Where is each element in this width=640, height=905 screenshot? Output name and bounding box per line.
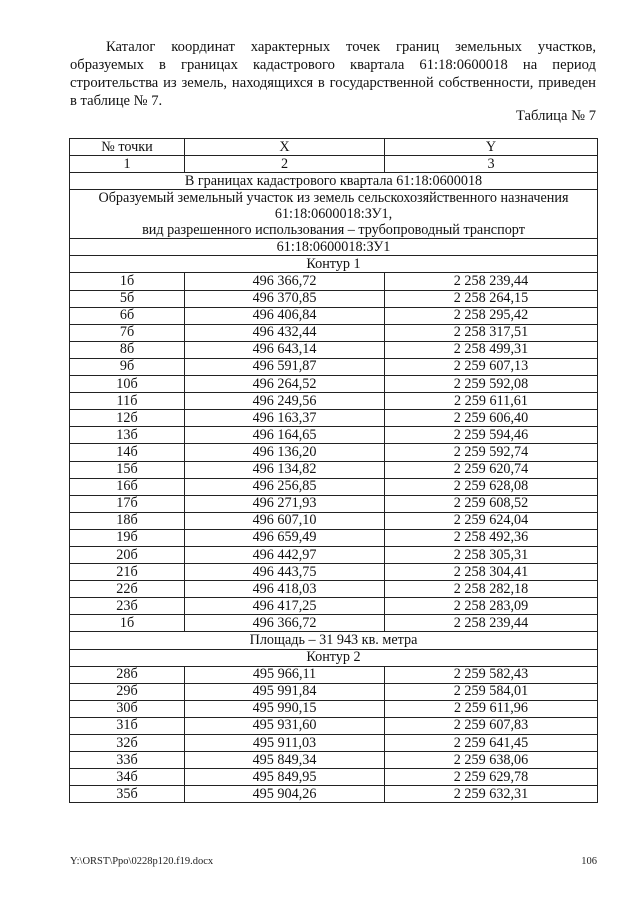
x-coordinate-cell: 496 406,84 [185,307,385,324]
section-title: Контур 1 [70,256,598,273]
point-number-cell: 12б [70,410,185,427]
table-row [70,324,598,341]
header-row [70,139,598,156]
y-coordinate-cell: 2 259 592,08 [385,376,598,393]
section-row [70,190,598,239]
table-row [70,735,598,752]
table-row [70,410,598,427]
y-coordinate-cell: 2 259 620,74 [385,461,598,478]
x-coordinate-cell: 495 849,34 [185,752,385,769]
section-row [70,256,598,273]
column-index: 3 [385,156,598,173]
column-index-row [70,156,598,173]
section-row [70,239,598,256]
x-coordinate-cell: 496 442,97 [185,546,385,563]
x-coordinate-cell: 495 991,84 [185,683,385,700]
table-row [70,769,598,786]
point-number-cell: 30б [70,700,185,717]
point-number-cell: 34б [70,769,185,786]
table-row [70,341,598,358]
y-coordinate-cell: 2 259 611,96 [385,700,598,717]
table-row [70,512,598,529]
x-coordinate-cell: 495 849,95 [185,769,385,786]
header-point-number: № точки [70,139,185,156]
table-row [70,393,598,410]
x-coordinate-cell: 495 904,26 [185,786,385,803]
y-coordinate-cell: 2 259 611,61 [385,393,598,410]
section-title: 61:18:0600018:ЗУ1 [70,239,598,256]
table-row [70,717,598,734]
point-number-cell: 21б [70,564,185,581]
point-number-cell: 15б [70,461,185,478]
table-row [70,752,598,769]
point-number-cell: 7б [70,324,185,341]
table-row [70,564,598,581]
x-coordinate-cell: 496 659,49 [185,529,385,546]
y-coordinate-cell: 2 258 264,15 [385,290,598,307]
point-number-cell: 6б [70,307,185,324]
x-coordinate-cell: 496 432,44 [185,324,385,341]
point-number-cell: 10б [70,376,185,393]
x-coordinate-cell: 496 417,25 [185,598,385,615]
y-coordinate-cell: 2 259 638,06 [385,752,598,769]
point-number-cell: 1б [70,273,185,290]
x-coordinate-cell: 496 591,87 [185,358,385,375]
page-footer [70,856,597,867]
y-coordinate-cell: 2 259 606,40 [385,410,598,427]
y-coordinate-cell: 2 259 607,83 [385,717,598,734]
table-row [70,358,598,375]
section-title: Площадь – 31 943 кв. метра [70,632,598,649]
y-coordinate-cell: 2 258 295,42 [385,307,598,324]
y-coordinate-cell: 2 259 607,13 [385,358,598,375]
point-number-cell: 5б [70,290,185,307]
x-coordinate-cell: 496 163,37 [185,410,385,427]
y-coordinate-cell: 2 259 624,04 [385,512,598,529]
table-row [70,666,598,683]
table-row [70,290,598,307]
point-number-cell: 13б [70,427,185,444]
table-row [70,615,598,632]
point-number-cell: 17б [70,495,185,512]
header-x: X [185,139,385,156]
y-coordinate-cell: 2 259 641,45 [385,735,598,752]
x-coordinate-cell: 496 607,10 [185,512,385,529]
x-coordinate-cell: 496 134,82 [185,461,385,478]
point-number-cell: 22б [70,581,185,598]
y-coordinate-cell: 2 259 582,43 [385,666,598,683]
table-row [70,786,598,803]
x-coordinate-cell: 496 164,65 [185,427,385,444]
y-coordinate-cell: 2 259 592,74 [385,444,598,461]
x-coordinate-cell: 496 249,56 [185,393,385,410]
section-title-line: Образуемый земельный участок из земель сельскохозяйственного назначения [98,190,569,207]
y-coordinate-cell: 2 258 239,44 [385,273,598,290]
x-coordinate-cell: 496 418,03 [185,581,385,598]
table-row [70,273,598,290]
table-row [70,376,598,393]
y-coordinate-cell: 2 258 499,31 [385,341,598,358]
table-row [70,546,598,563]
x-coordinate-cell: 496 443,75 [185,564,385,581]
y-coordinate-cell: 2 258 283,09 [385,598,598,615]
section-row [70,173,598,190]
intro-text: Каталог координат характерных точек границ земельных участков, образуемых в границах кадастрового квартала 61:18:0600018 на период строительства из земель, находящихся в государственной собственности, приведен в таблице № 7. [70,39,596,109]
x-coordinate-cell: 495 911,03 [185,735,385,752]
table-row [70,461,598,478]
point-number-cell: 35б [70,786,185,803]
y-coordinate-cell: 2 258 239,44 [385,615,598,632]
point-number-cell: 19б [70,529,185,546]
table-row [70,307,598,324]
y-coordinate-cell: 2 258 305,31 [385,546,598,563]
x-coordinate-cell: 495 966,11 [185,666,385,683]
table-row [70,581,598,598]
column-index: 1 [70,156,185,173]
coordinates-table [69,138,598,803]
table-row [70,529,598,546]
point-number-cell: 1б [70,615,185,632]
x-coordinate-cell: 496 264,52 [185,376,385,393]
table-row [70,427,598,444]
point-number-cell: 29б [70,683,185,700]
y-coordinate-cell: 2 258 317,51 [385,324,598,341]
y-coordinate-cell: 2 259 628,08 [385,478,598,495]
intro-paragraph [70,38,596,110]
table-row [70,598,598,615]
section-title-line: 61:18:0600018:ЗУ1, [274,206,393,223]
section-title-line: вид разрешенного использования – трубопроводный транспорт [142,222,525,239]
y-coordinate-cell: 2 259 584,01 [385,683,598,700]
point-number-cell: 32б [70,735,185,752]
table-row [70,478,598,495]
y-coordinate-cell: 2 259 629,78 [385,769,598,786]
table-caption: Таблица № 7 [516,108,596,124]
x-coordinate-cell: 496 271,93 [185,495,385,512]
point-number-cell: 16б [70,478,185,495]
point-number-cell: 20б [70,546,185,563]
point-number-cell: 23б [70,598,185,615]
point-number-cell: 28б [70,666,185,683]
section-row [70,632,598,649]
table-row [70,444,598,461]
point-number-cell: 31б [70,717,185,734]
y-coordinate-cell: 2 259 608,52 [385,495,598,512]
point-number-cell: 33б [70,752,185,769]
table-body [70,173,598,803]
point-number-cell: 8б [70,341,185,358]
header-y: Y [385,139,598,156]
y-coordinate-cell: 2 258 492,36 [385,529,598,546]
x-coordinate-cell: 496 370,85 [185,290,385,307]
y-coordinate-cell: 2 258 304,41 [385,564,598,581]
page-number: 106 [581,856,597,867]
section-title: В границах кадастрового квартала 61:18:0600018 [70,173,598,190]
x-coordinate-cell: 496 366,72 [185,273,385,290]
table-row [70,495,598,512]
table-row [70,683,598,700]
x-coordinate-cell: 496 256,85 [185,478,385,495]
y-coordinate-cell: 2 258 282,18 [385,581,598,598]
section-title [70,190,598,239]
footer-file-path: Y:\ORST\Ppo\0228p120.f19.docx [70,856,214,867]
x-coordinate-cell: 495 990,15 [185,700,385,717]
section-row [70,649,598,666]
point-number-cell: 18б [70,512,185,529]
x-coordinate-cell: 496 136,20 [185,444,385,461]
point-number-cell: 14б [70,444,185,461]
point-number-cell: 9б [70,358,185,375]
column-index: 2 [185,156,385,173]
y-coordinate-cell: 2 259 632,31 [385,786,598,803]
point-number-cell: 11б [70,393,185,410]
x-coordinate-cell: 495 931,60 [185,717,385,734]
section-title: Контур 2 [70,649,598,666]
x-coordinate-cell: 496 366,72 [185,615,385,632]
x-coordinate-cell: 496 643,14 [185,341,385,358]
y-coordinate-cell: 2 259 594,46 [385,427,598,444]
table-row [70,700,598,717]
